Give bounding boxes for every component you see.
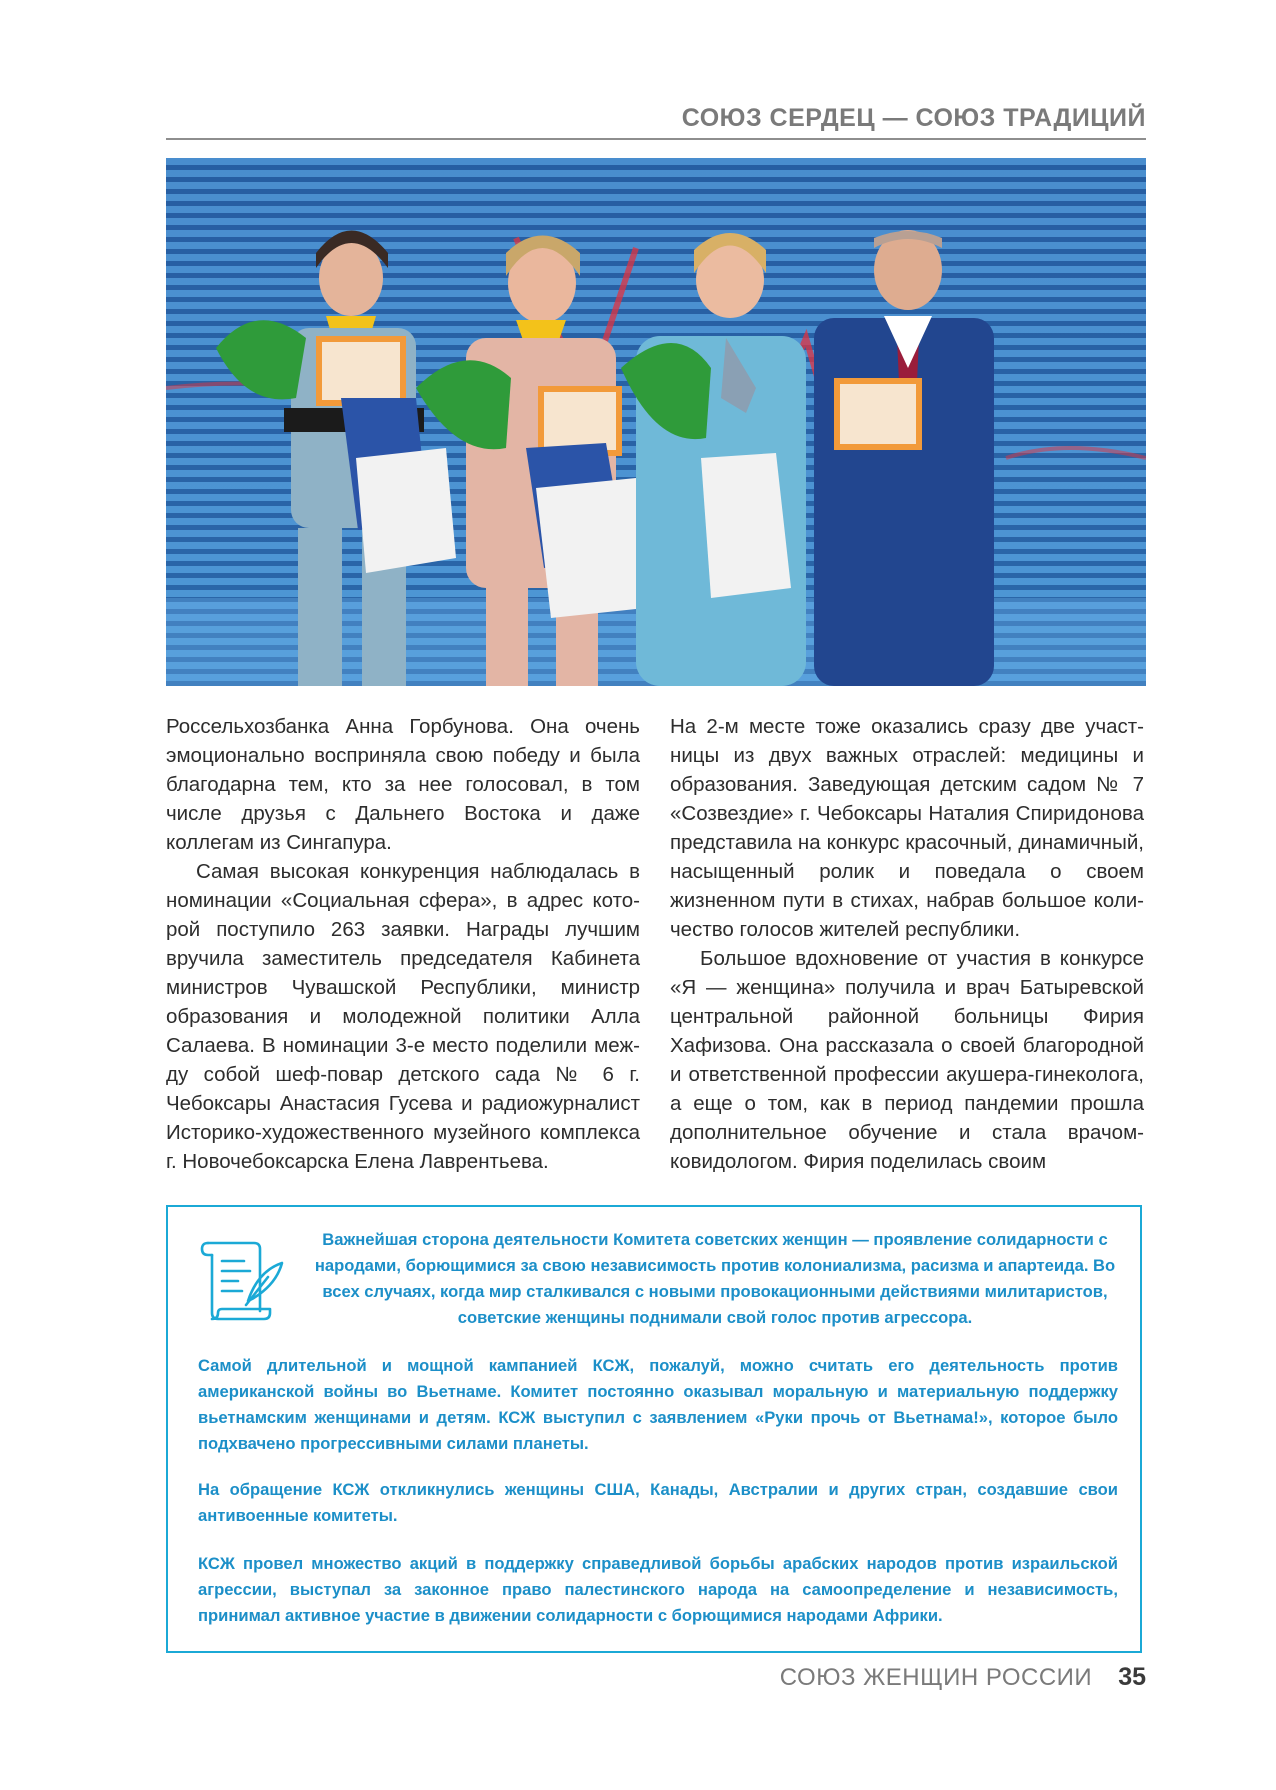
article-paragraph: Россельхозбанка Анна Горбунова. Она очень эмоционально восприняла свою победу и была благодарна тем, кто за нее голосовал, в том числе друзья с Дальнего Востока и даже коллегам из Сингапура. — [166, 715, 640, 854]
magazine-title: СОЮЗ ЖЕНЩИН РОССИИ — [779, 1664, 1093, 1691]
page-number: 35 — [1118, 1663, 1146, 1691]
award-ceremony-photo — [166, 158, 1146, 686]
infobox-paragraph: КСЖ провел множество акций в поддержку справедливой борьбы арабских народов против израильской агрессии, выступал за законное право палестинского народа на самоопределение и независимость, принимал активное участие в движении солидарности с борющимися народами Африки. — [198, 1554, 1118, 1625]
article-paragraph: На 2-м месте тоже оказались сразу две участницы из двух важных отраслей: медицины и образования. Заведующая детским садом № 7 «Созвездие» г. Чебоксары Наталия Спиридонова представила на конкурс красочный, динамичный, насыщенный ролик и поведала о своем жизненном пути в стихах, набрав большое количество голосов жителей республики. — [670, 715, 1144, 941]
article-right-column — [670, 712, 1144, 1176]
infobox-paragraph: Важнейшая сторона деятельности Комитета советских женщин — проявление солидарности с народами, борющимися за свою независимость против колониализма, расизма и апартеида. Во всех случаях, когда мир сталкивался с новыми провокационными действиями милитаристов, советские женщины поднимали свой голос против агрессора. — [314, 1230, 1116, 1327]
running-section-title: СОЮЗ СЕРДЕЦ — СОЮЗ ТРАДИЦИЙ — [681, 104, 1146, 132]
infobox-paragraph: Самой длительной и мощной кампанией КСЖ, пожалуй, можно считать его деятельность против американской войны во Вьетнаме. Комитет постоянно оказывал моральную и материальную поддержку вьетнамским женщинами и детям. КСЖ выступил с заявлением «Руки прочь от Вьетнама!», которое было подхвачено прогрессивными силами планеты. — [198, 1356, 1118, 1453]
history-infobox — [166, 1205, 1142, 1653]
scroll-quill-icon — [198, 1235, 284, 1325]
header-divider — [166, 138, 1146, 140]
article-paragraph: Самая высокая конкуренция наблюдалась в номинации «Социальная сфера», в адрес которой поступило 263 заявки. Награды лучшим вручила заместитель председателя Кабинета министров Чувашской Республики, министр образования и молодежной политики Алла Салаева. В номинации 3-е место поделили между собой шеф-повар детского сада № 6 г. Чебоксары Анастасия Гусева и радиожурналист Историко-художественного музейного комплекса г. Новочебоксарска Елена Лаврентьева. — [166, 860, 640, 1173]
infobox-paragraph: На обращение КСЖ откликнулись женщины США, Канады, Австралии и других стран, создавшие свои антивоенные комитеты. — [198, 1480, 1118, 1525]
page-footer — [700, 1663, 1146, 1692]
article-left-column — [166, 712, 640, 1176]
article-paragraph: Большое вдохновение от участия в конкурсе «Я — женщина» получила и врач Батыревской центральной районной больницы Фирия Хафизова. Она рассказала о своей благородной и ответственной профессии акушера-гинеколога, а еще о том, как в период пандемии прошла дополнительное обучение и стала врачом-ковидологом. Фирия поделилась своим — [670, 947, 1144, 1173]
